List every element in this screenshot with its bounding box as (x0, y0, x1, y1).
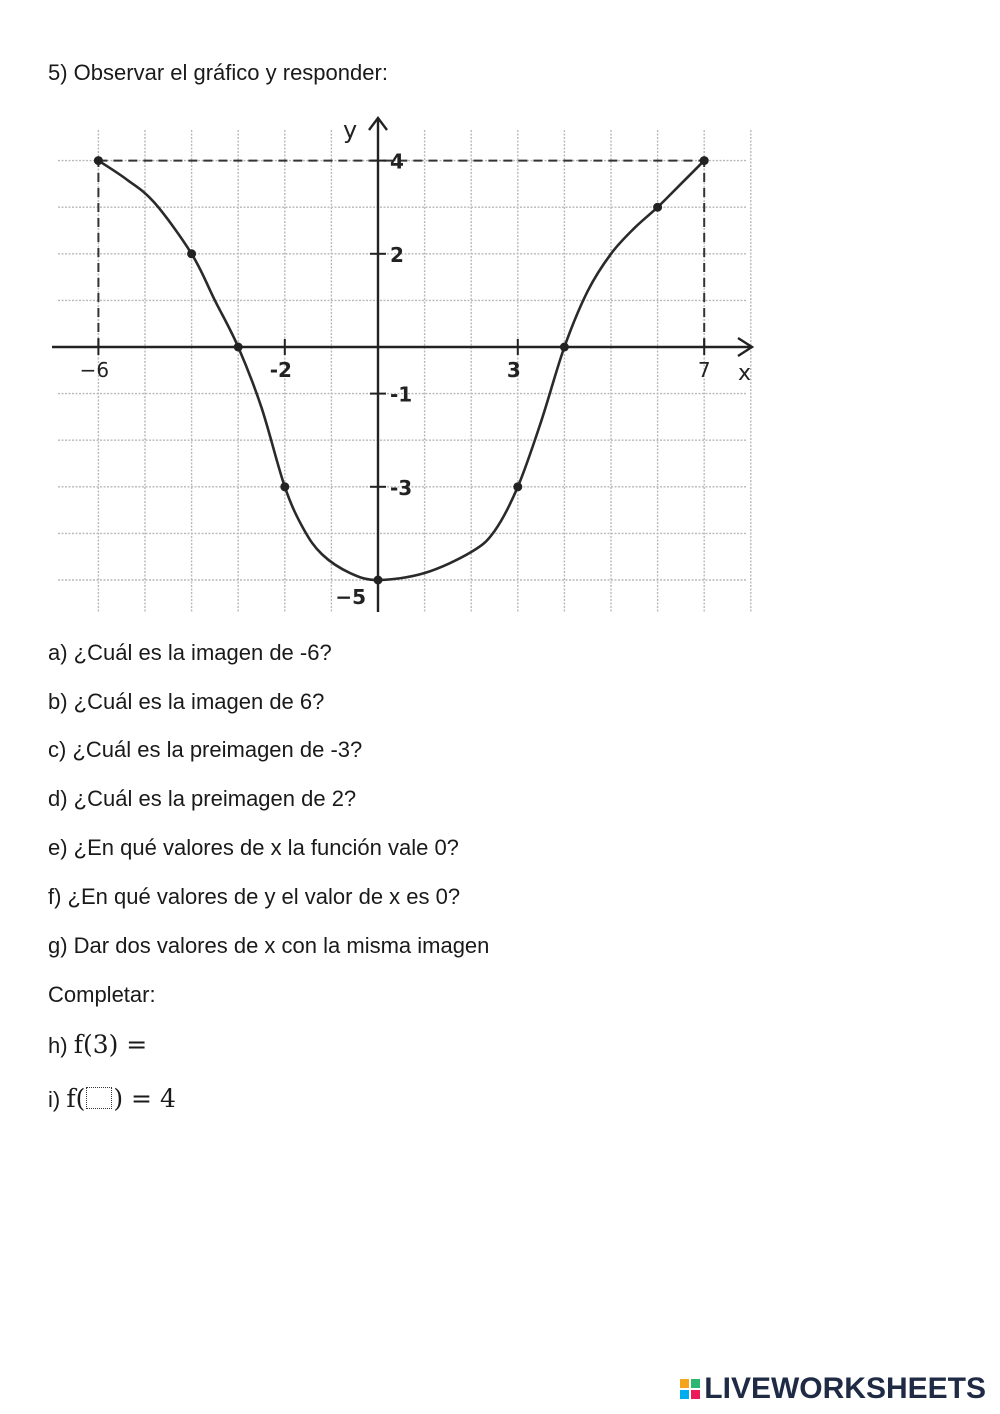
footer-brand-text: LIVEWORKSHEETS (704, 1372, 986, 1405)
question-e: e) ¿En qué valores de x la función vale 0? (48, 835, 459, 860)
x-tick-label: -2 (269, 358, 292, 382)
item-i-expression-start: f( (66, 1084, 86, 1113)
logo-square (691, 1379, 700, 1388)
logo-square (680, 1390, 689, 1399)
y-tick-label: 2 (390, 242, 404, 267)
y-tick-label: 4 (390, 149, 404, 174)
logo-square (680, 1379, 689, 1388)
question-g: g) Dar dos valores de x con la misma imagen (48, 933, 490, 958)
item-i-expression-end: ) = 4 (113, 1084, 176, 1113)
item-h (48, 1030, 147, 1059)
marked-point (513, 482, 522, 491)
function-curve (98, 161, 704, 580)
y-tick-label: −5 (335, 585, 366, 609)
item-i (48, 1084, 176, 1113)
x-axis-label: x (738, 361, 752, 386)
grid-lines (58, 130, 751, 612)
footer-brand (680, 1372, 986, 1406)
question-c: c) ¿Cuál es la preimagen de -3? (48, 737, 363, 762)
logo-square (691, 1390, 700, 1399)
marked-points (94, 156, 709, 584)
marked-point (374, 576, 383, 585)
marked-point (187, 249, 196, 258)
marked-point (280, 482, 289, 491)
exercise-heading: 5) Observar el gráfico y responder: (48, 60, 388, 85)
function-graph (50, 112, 760, 617)
marked-point (234, 343, 243, 352)
question-d: d) ¿Cuál es la preimagen de 2? (48, 786, 357, 811)
item-h-label: h) (48, 1033, 68, 1058)
answer-blank[interactable] (86, 1087, 112, 1109)
x-tick-label: −6 (79, 358, 110, 382)
axes (52, 118, 752, 612)
item-h-expression: f(3) = (73, 1030, 148, 1059)
y-axis-label: y (343, 116, 358, 144)
x-tick-label: 3 (506, 358, 521, 382)
item-i-label: i) (48, 1087, 61, 1112)
question-a: a) ¿Cuál es la imagen de -6? (48, 640, 332, 665)
question-b: b) ¿Cuál es la imagen de 6? (48, 689, 325, 714)
y-tick-labels (335, 150, 412, 609)
x-tick-label: 7 (697, 358, 711, 382)
marked-point (700, 156, 709, 165)
liveworksheets-logo-icon (680, 1379, 700, 1399)
y-tick-label: -3 (390, 475, 413, 500)
marked-point (653, 203, 662, 212)
marked-point (94, 156, 103, 165)
complete-label: Completar: (48, 982, 156, 1007)
y-tick-label: -1 (390, 382, 413, 407)
x-tick-labels (80, 358, 711, 382)
marked-point (560, 343, 569, 352)
question-f: f) ¿En qué valores de y el valor de x es 0? (48, 884, 461, 909)
